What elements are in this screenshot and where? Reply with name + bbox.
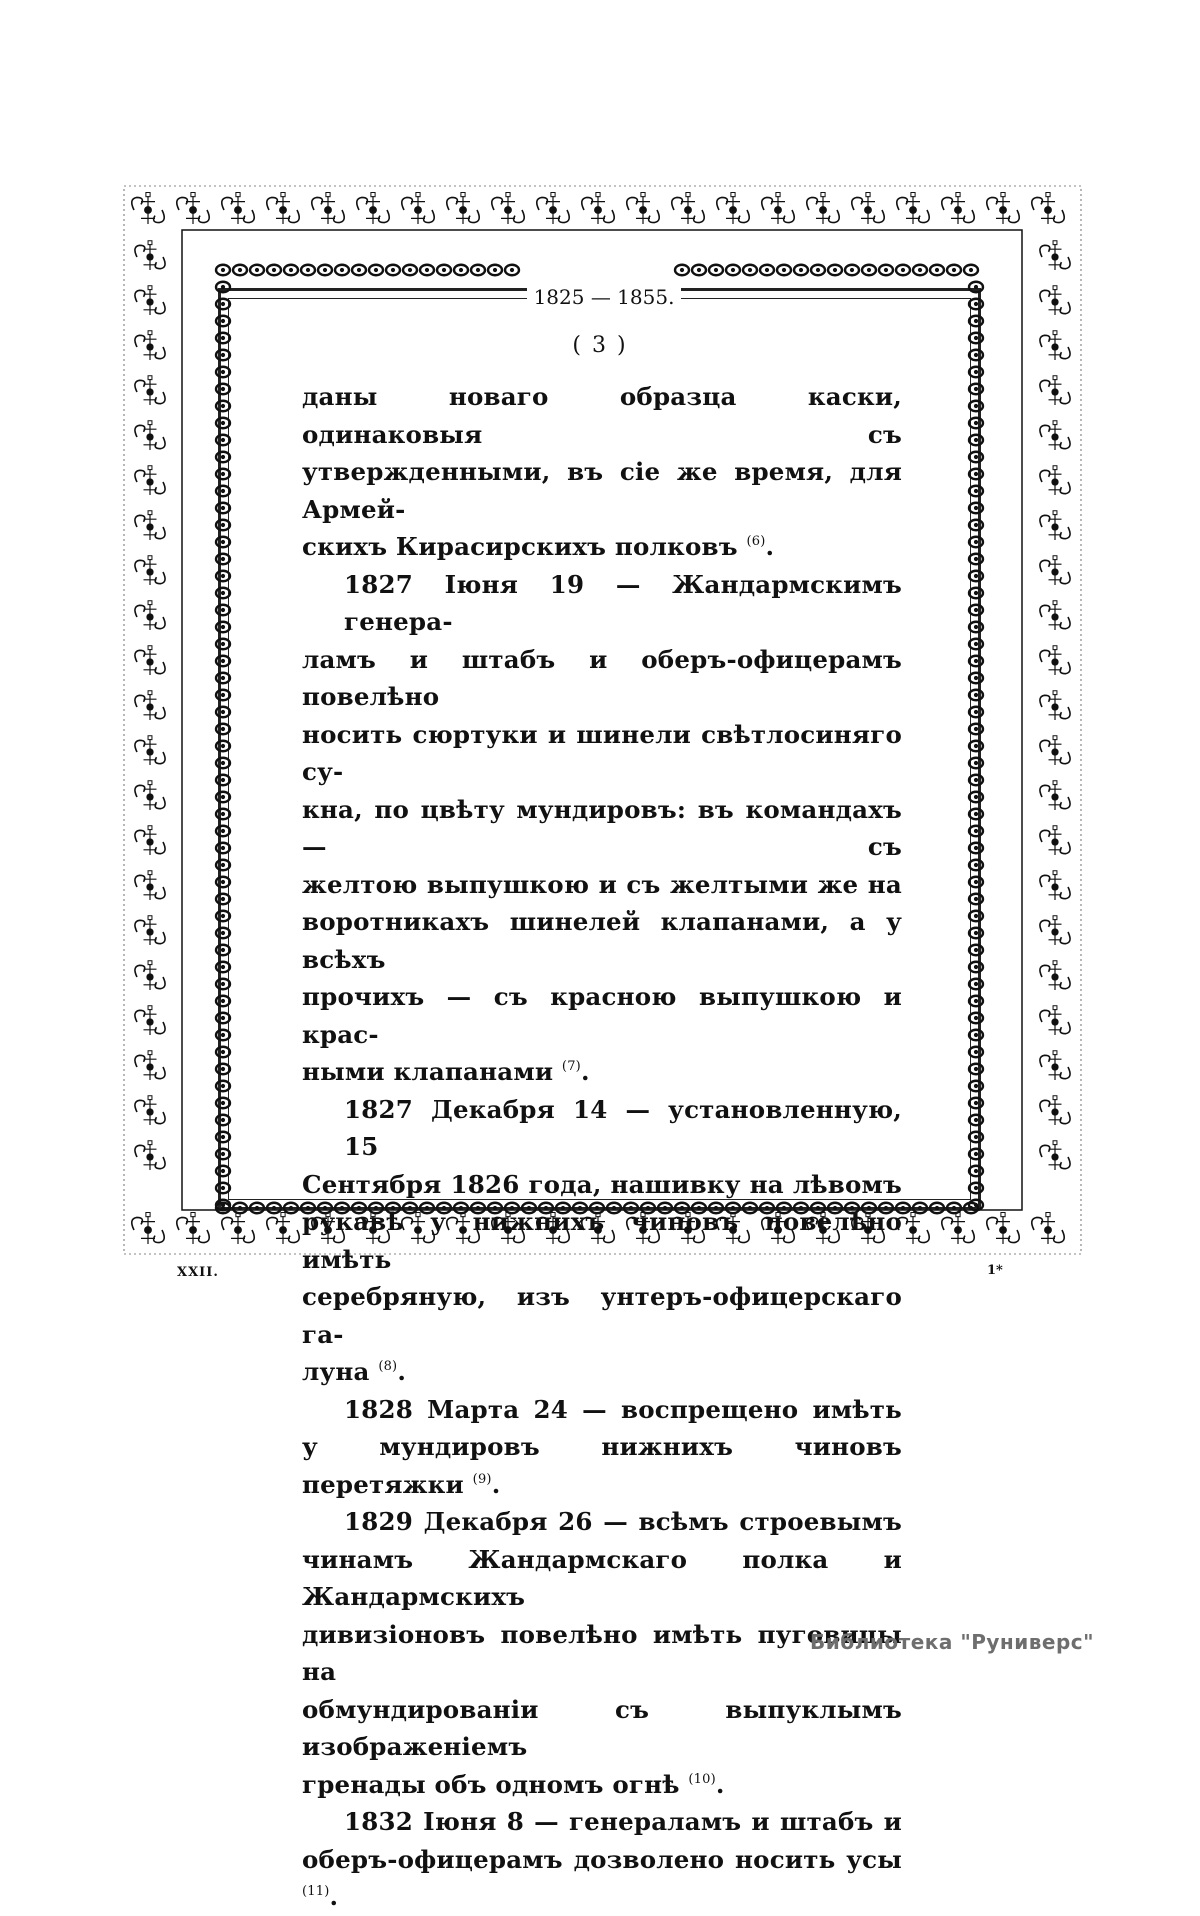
line: 1827 Декабря 14 — установленную, 15 bbox=[344, 1094, 902, 1161]
body-text bbox=[302, 378, 902, 1916]
paragraph-6 bbox=[302, 1803, 902, 1916]
line: воротникахъ шинелей клапанами, а у всѣхъ bbox=[302, 907, 902, 974]
paragraph-3 bbox=[302, 1091, 902, 1391]
line: рукавѣ у нижнихъ чиновъ повелѣно имѣть bbox=[302, 1207, 902, 1274]
line: серебряную, изъ унтеръ-офицерскаго га- bbox=[302, 1282, 902, 1349]
line: обмундированіи съ выпуклымъ изображеніемъ bbox=[302, 1694, 902, 1761]
line: у мундировъ нижнихъ чиновъ перетяжки $^{(9)}$. bbox=[302, 1432, 902, 1499]
page-number: ( 3 ) bbox=[572, 333, 628, 358]
signature-mark-right: 1* bbox=[987, 1263, 1003, 1278]
line: даны новаго образца каски, одинаковыя съ bbox=[302, 382, 902, 449]
line: скихъ Кирасирскихъ полковъ $^{(6)}$. bbox=[302, 532, 775, 561]
footnote-ref: (9) bbox=[472, 1471, 492, 1487]
paragraph-4 bbox=[302, 1391, 902, 1504]
line: кна, по цвѣту мундировъ: въ командахъ — съ bbox=[302, 794, 902, 861]
line: носить сюртуки и шинели свѣтлосиняго су- bbox=[302, 719, 902, 786]
line: 1832 Іюня 8 — генераламъ и штабъ и bbox=[344, 1807, 902, 1836]
line: ламъ и штабъ и оберъ-офицерамъ повелѣно bbox=[302, 644, 902, 711]
line-text: скихъ Кирасирскихъ полковъ bbox=[302, 532, 738, 561]
line: 1829 Декабря 26 — всѣмъ строевымъ bbox=[344, 1507, 902, 1536]
line: дивизіоновъ повелѣно имѣть пуговицы на bbox=[302, 1619, 902, 1686]
line: прочихъ — съ красною выпушкою и крас- bbox=[302, 982, 902, 1049]
line: чинамъ Жандармскаго полка и Жандармскихъ bbox=[302, 1544, 902, 1611]
paragraph-1 bbox=[302, 378, 902, 566]
library-watermark: Библиотека "Руниверс" bbox=[810, 1630, 1095, 1654]
paragraph-2 bbox=[302, 566, 902, 1091]
signature-mark-left: XXII. bbox=[177, 1265, 219, 1280]
line: утвержденными, въ сіе же время, для Армей- bbox=[302, 457, 902, 524]
line-text: оберъ-офицерамъ дозволено носить усы bbox=[302, 1844, 902, 1874]
line: Сентября 1826 года, нашивку на лѣвомъ bbox=[302, 1169, 902, 1199]
line: оберъ-офицерамъ дозволено носить усы $^{(11)}$. bbox=[302, 1844, 902, 1911]
line: 1828 Марта 24 — воспрещено имѣть bbox=[344, 1394, 902, 1424]
footnote-ref: (8) bbox=[378, 1359, 398, 1374]
running-head-years: 1825 — 1855. bbox=[527, 285, 681, 309]
footnote-ref: (7) bbox=[561, 1059, 581, 1074]
line: 1827 Іюня 19 — Жандармскимъ генера- bbox=[344, 569, 902, 636]
line-text: ными клапанами bbox=[302, 1057, 554, 1086]
line: желтою выпушкою и съ желтыми же на bbox=[302, 869, 902, 899]
line: гренады объ одномъ огнѣ $^{(10)}$. bbox=[302, 1769, 725, 1799]
line-text: у мундировъ нижнихъ чиновъ перетяжки bbox=[302, 1432, 902, 1499]
footnote-ref: (10) bbox=[688, 1771, 716, 1787]
line-text: гренады объ одномъ огнѣ bbox=[302, 1769, 680, 1799]
line: луна $^{(8)}$. bbox=[302, 1357, 407, 1386]
line-text: луна bbox=[302, 1357, 370, 1386]
line: ными клапанами $^{(7)}$. bbox=[302, 1057, 590, 1086]
footnote-ref: (6) bbox=[746, 534, 766, 549]
footnote-ref: (11) bbox=[302, 1884, 330, 1899]
